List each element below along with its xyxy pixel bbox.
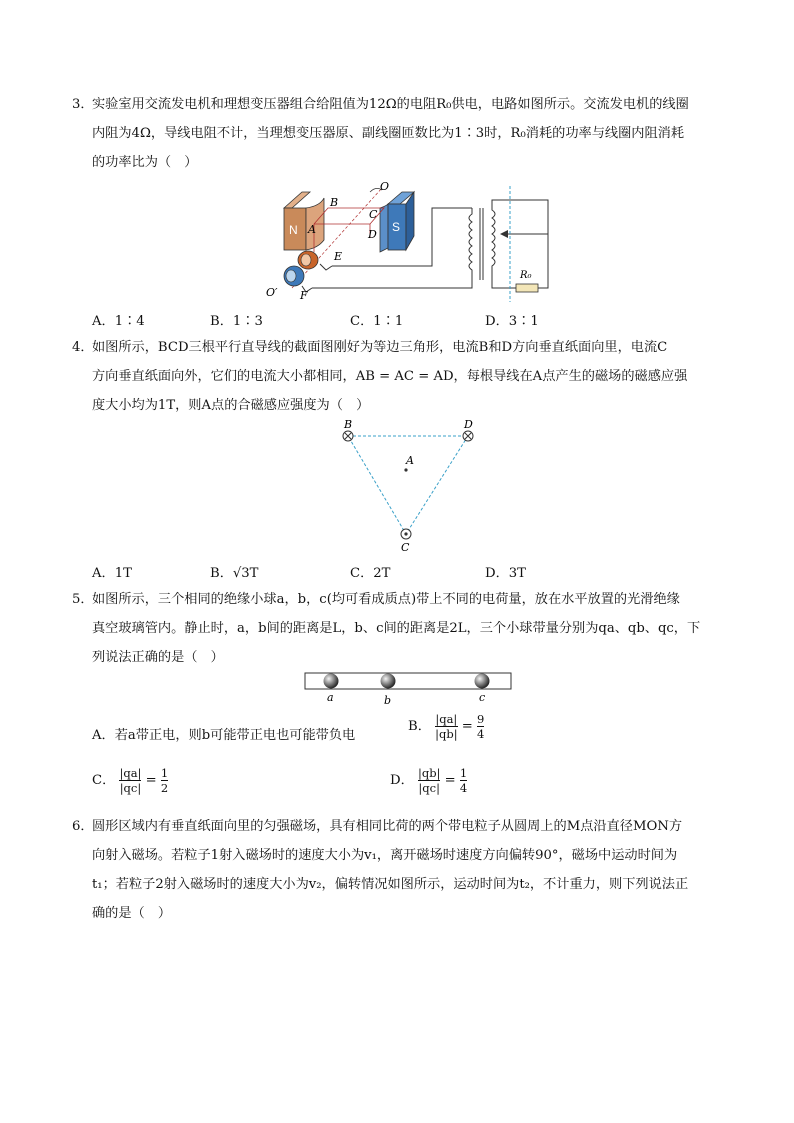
fraction-denominator: |qc| — [119, 781, 142, 795]
point-a — [404, 468, 407, 471]
fraction-numerator: |qa| — [119, 766, 142, 780]
question-text-line: 内阻为4Ω，导线电阻不计，当理想变压器原、副线圈匝数比为1∶3时，R₀消耗的功率与线圈内阻消耗 — [92, 126, 685, 141]
question-text-line: 度大小均为1T，则A点的合磁感应强度为（ ） — [92, 398, 370, 413]
question-3 — [72, 90, 732, 177]
option-d[interactable]: D．3∶1 — [485, 314, 539, 329]
fraction-numerator: 1 — [160, 766, 169, 780]
option-c[interactable]: C．1∶1 — [350, 314, 404, 329]
option-label: B． — [408, 719, 431, 734]
label-d: D — [464, 418, 473, 431]
fraction — [161, 766, 168, 795]
equals-sign: = — [461, 719, 473, 734]
resistor-r0 — [516, 284, 538, 292]
s-label: S — [392, 220, 401, 234]
label-c: C — [401, 541, 410, 554]
option-d[interactable] — [390, 766, 467, 795]
fraction-numerator: |qa| — [435, 712, 458, 726]
question-text-line: 的功率比为（ ） — [92, 155, 198, 170]
question-text-line: 真空玻璃管内。静止时，a，b间的距离是L，b、c间的距离是2L，三个小球带量分别为qa、qb、qc，下 — [92, 621, 701, 636]
option-c[interactable]: C．2T — [350, 566, 391, 581]
question-text-line: 如图所示，三个相同的绝缘小球a，b，c(均可看成质点)带上不同的电荷量，放在水平放置的光滑绝缘 — [92, 592, 680, 607]
question-text-line: 向射入磁场。若粒子1射入磁场时的速度大小为v₁，离开磁场时速度方向偏转90°，磁场中运动时间为 — [92, 848, 678, 863]
option-d[interactable]: D．3T — [485, 566, 526, 581]
option-label: C． — [92, 773, 116, 788]
glass-tube-figure — [304, 670, 512, 706]
fraction-numerator: 1 — [459, 766, 468, 780]
ball-b — [381, 674, 396, 689]
label-o: O — [380, 180, 390, 193]
fraction-denominator: 2 — [160, 781, 169, 795]
r0-label: R₀ — [520, 270, 532, 281]
n-label: N — [289, 223, 298, 237]
fraction-denominator: 4 — [477, 727, 485, 741]
label-f: F — [300, 289, 308, 302]
ball-a — [324, 674, 339, 689]
option-c[interactable] — [92, 766, 168, 795]
label-o-prime: O′ — [266, 286, 278, 299]
label-a: A — [308, 223, 316, 236]
label-a: A — [406, 454, 414, 467]
fraction — [435, 712, 457, 741]
question-text-line: 确的是（ ） — [92, 906, 172, 921]
option-b[interactable]: B．√3T — [210, 566, 259, 581]
label-a: a — [327, 691, 334, 704]
option-b[interactable]: B．1∶3 — [210, 314, 263, 329]
option-label: D． — [390, 773, 414, 788]
equilateral-triangle — [348, 436, 468, 534]
question-text-line: 如图所示，BCD三根平行直导线的截面图刚好为等边三角形，电流B和D方向垂直纸面向里，电流C — [92, 340, 668, 355]
fraction-denominator: |qc| — [418, 781, 440, 795]
triangle-wires-figure — [336, 416, 480, 556]
question-5 — [72, 585, 732, 672]
question-text-line: t₁；若粒子2射入磁场时的速度大小为v₂，偏转情况如图所示，运动时间为t₂，不计重力，则下列说法正 — [92, 877, 689, 892]
option-b[interactable] — [408, 712, 484, 741]
fraction — [460, 766, 467, 795]
label-b: b — [384, 694, 392, 706]
option-a[interactable]: A．若a带正电，则b可能带正电也可能带负电 — [92, 728, 356, 743]
equals-sign: = — [145, 773, 157, 788]
primary-coil — [469, 208, 472, 278]
question-number: 6． — [72, 819, 94, 834]
question-text-line: 实验室用交流发电机和理想变压器组合给阻值为12Ω的电阻R₀供电，电路如图所示。交流发电机的线圈 — [92, 97, 689, 112]
fraction-denominator: |qb| — [435, 727, 458, 741]
label-b: B — [344, 418, 353, 431]
label-c: c — [479, 691, 486, 704]
label-e: E — [334, 250, 343, 263]
label-d: D — [368, 228, 377, 241]
question-number: 5． — [72, 592, 94, 607]
option-a[interactable]: A．1∶4 — [92, 314, 145, 329]
label-b: B — [330, 196, 339, 209]
fraction-numerator: 9 — [477, 712, 485, 726]
secondary-coil — [492, 204, 495, 268]
option-a[interactable]: A．1T — [92, 566, 132, 581]
fraction — [477, 712, 484, 741]
question-number: 3． — [72, 97, 94, 112]
fraction-denominator: 4 — [459, 781, 468, 795]
label-c: C — [369, 208, 378, 221]
question-4 — [72, 333, 732, 420]
fraction-numerator: |qb| — [417, 766, 441, 780]
question-number: 4． — [72, 340, 94, 355]
question-text-line: 方向垂直纸面向外，它们的电流大小都相同，AB = AC = AD，每根导线在A点产生的磁场的磁感应强 — [92, 369, 688, 384]
fraction — [119, 766, 141, 795]
equals-sign: = — [444, 773, 456, 788]
question-text-line: 圆形区域内有垂直纸面向里的匀强磁场，具有相同比荷的两个带电粒子从圆周上的M点沿直径MON方 — [92, 819, 683, 834]
ball-c — [475, 674, 490, 689]
question-text-line: 列说法正确的是（ ） — [92, 650, 224, 665]
question-6 — [72, 812, 732, 928]
generator-transformer-figure — [262, 178, 558, 302]
fraction — [418, 766, 440, 795]
